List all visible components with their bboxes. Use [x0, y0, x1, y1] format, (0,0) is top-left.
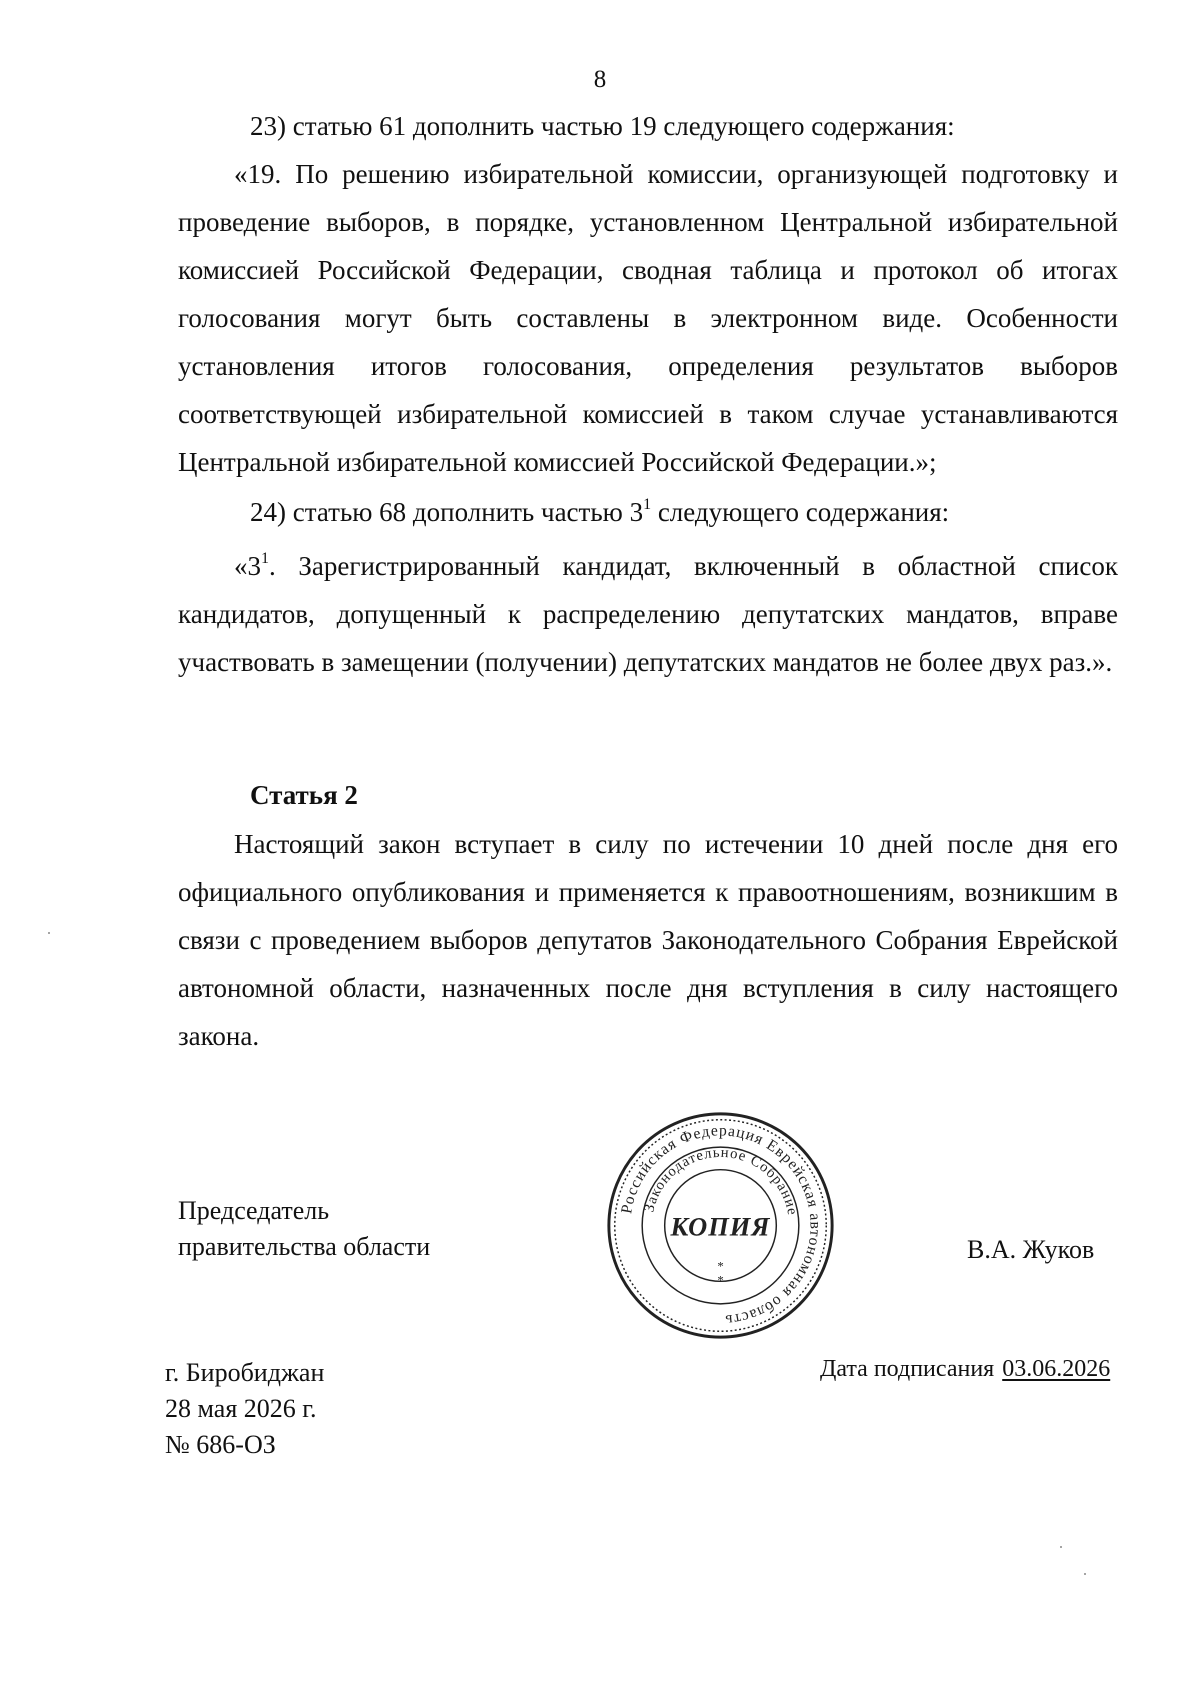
article-2-text: Настоящий закон вступает в силу по истечении 10 дней после дня его официального опубликования и применяется к правоотношениям, возникшим в связи с проведением выборов депутатов Законодательного Собрания Еврейской автономной области, назначенных после дня вступления в силу настоящего закона. [178, 829, 1118, 1051]
svg-text:КОПИЯ: КОПИЯ [670, 1211, 771, 1242]
amendment-24-quote-superscript: 1 [261, 550, 269, 567]
svg-text:*: * [717, 1273, 724, 1288]
svg-text:*: * [717, 1259, 724, 1274]
law-details [165, 1355, 324, 1463]
scan-speck [48, 932, 50, 934]
adoption-date: 28 мая 2026 г. [165, 1394, 317, 1423]
signing-date-block [820, 1352, 1110, 1386]
svg-text:Российская Федерация Еврейская: Российская Федерация Еврейская автономная область [618, 1122, 824, 1329]
signatory-position-line1: Председатель [178, 1196, 330, 1225]
article-2-heading: Статья 2 [250, 780, 358, 810]
amendment-23-quote: «19. По решению избирательной комиссии, организующей подготовку и проведение выборов, в порядке, установленном Центральной избирательной комиссией Российской Федерации, сводная таблица и протокол об итогах голосования могут быть составлены в электронном виде. Особенности установления итогов голосования, определения результатов выборов соответствующей избирательной комиссией в таком случае устанавливаются Центральной избирательной комиссией Российской Федерации.»; [178, 159, 1118, 477]
svg-text:Законодательное Собрание: Законодательное Собрание [641, 1144, 801, 1217]
amendment-24-suffix: следующего содержания: [651, 497, 950, 527]
scan-speck [1084, 1573, 1086, 1575]
page-number: 8 [593, 66, 607, 93]
signing-date-value: 03.06.2026 [1002, 1356, 1111, 1382]
city: г. Биробиджан [165, 1358, 325, 1387]
amendment-24-quote-prefix: «3 [234, 551, 261, 581]
amendment-23-intro: 23) статью 61 дополнить частью 19 следующего содержания: [250, 111, 955, 141]
signing-date-label: Дата подписания [820, 1356, 995, 1382]
signatory-position [178, 1193, 430, 1265]
amendment-24-prefix: 24) статью 68 дополнить частью 3 [250, 497, 644, 527]
amendment-24-quote [178, 542, 1118, 686]
signatory-name: В.А. Жуков [967, 1235, 1095, 1264]
amendment-24-quote-text: . Зарегистрированный кандидат, включенный в областной список кандидатов, допущенный к распределению депутатских мандатов, вправе участвовать в замещении (получении) депутатских мандатов не более двух раз.». [178, 551, 1118, 677]
scan-speck [1060, 1546, 1062, 1548]
signatory-position-line2: правительства области [178, 1232, 431, 1261]
amendment-24-intro [250, 488, 1118, 536]
official-seal-stamp [603, 1108, 838, 1343]
law-number: № 686-ОЗ [165, 1430, 276, 1459]
amendment-24-superscript: 1 [643, 496, 652, 513]
